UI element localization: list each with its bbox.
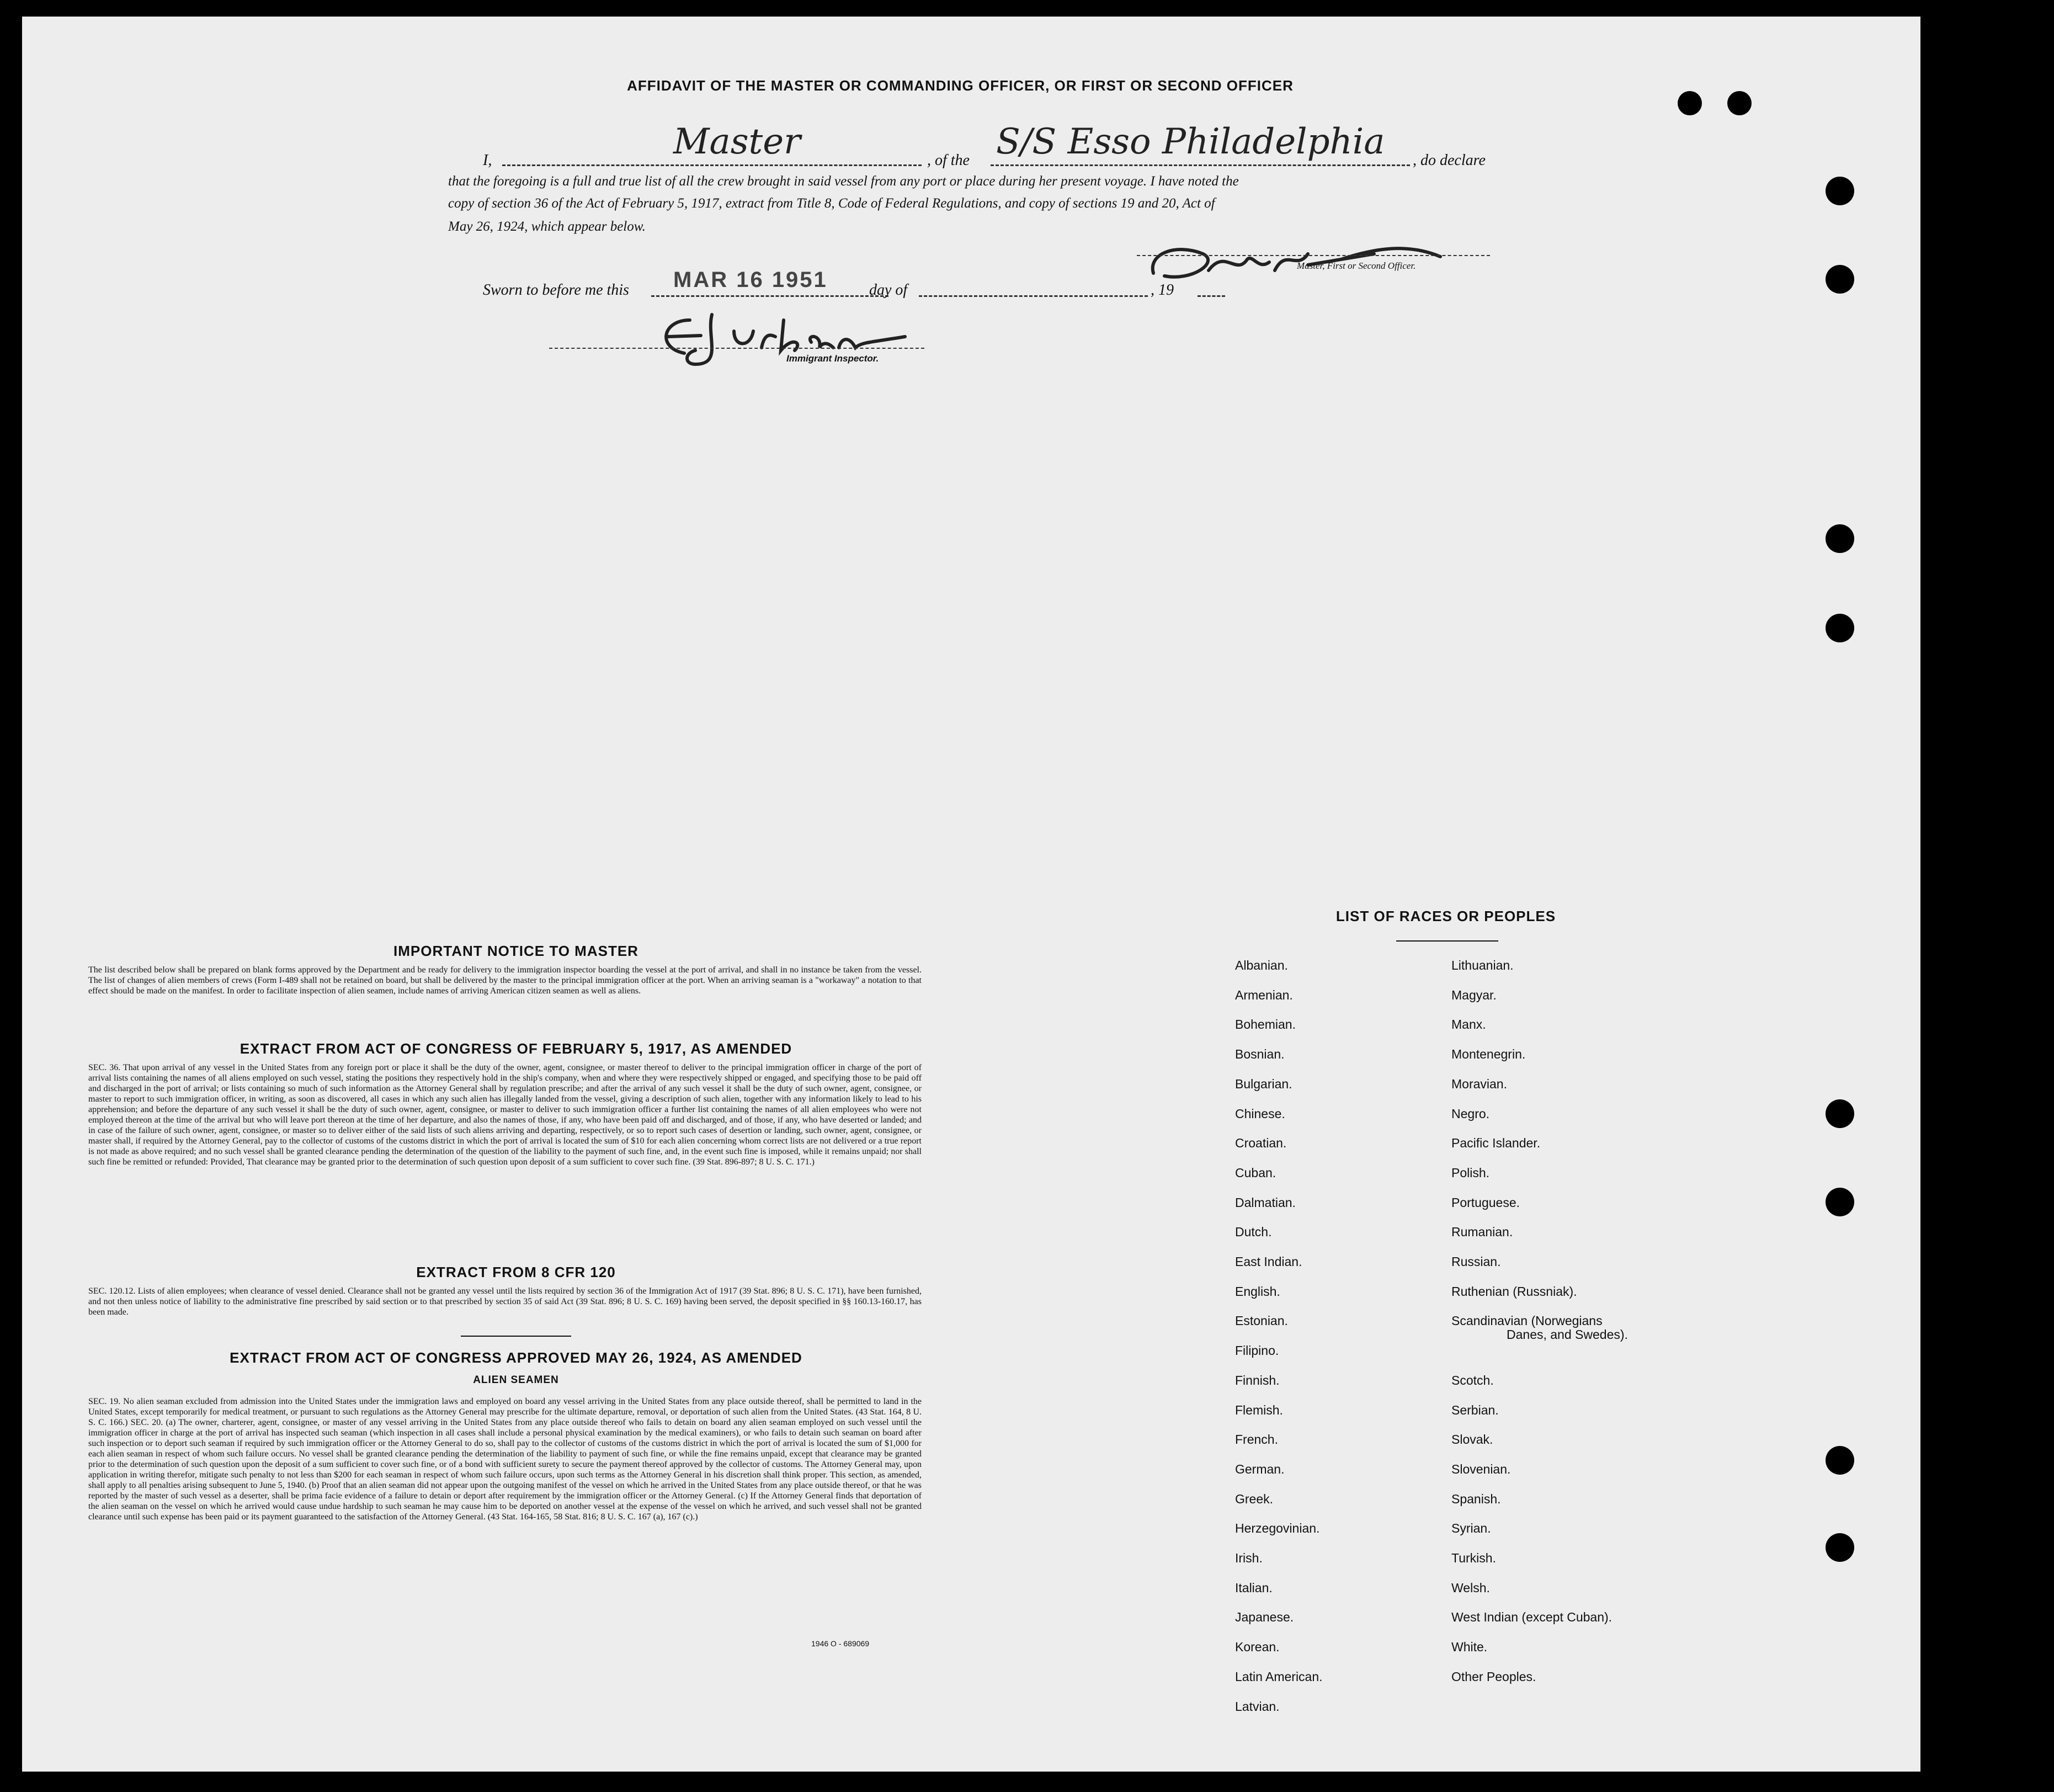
race-left-item: Flemish. — [1235, 1402, 1283, 1417]
affidavit-body-line-2: that the foregoing is a full and true list of all the crew brought in said vessel from any port or place during her present voyage. I have noted the — [448, 174, 1239, 189]
races-title-rule — [1396, 940, 1498, 942]
race-left-item: Chinese. — [1235, 1106, 1285, 1121]
extract-1917-text: SEC. 36. That upon arrival of any vessel in the United States from any foreign port or place it shall be the duty of the owner, agent, consignee, or master thereof to deliver to the principal immigration officer in charge of the port of arrival lists containing the names of all aliens employed on such vessel, stating the positions they respectively hold in the ship's company, when and where they were respectively shipped or engaged, and specifying those to be paid off and discharged in the port of arrival; or lists containing so much of such information as the Attorney General shall by regulation prescribe; and after the arrival of any such vessel it shall be the duty of such owner, agent, consignee, or master to report to such immigration officer, in writing, as soon as discovered, all cases in which any such alien has illegally landed from the vessel, giving a description of such alien, together with any information likely to lead to his apprehension; and before the departure of any such vessel it shall be the duty of such owner, agent, consignee, or master to deliver to such immigration officer a further list containing the names of all alien employees who were not employed thereon at the time of the arrival but who will leave port thereon at the time of her departure, and also the names of those, if any, who have been paid off and discharged, and of those, if any, who have deserted or landed; and in case of the failure of such owner, agent, consignee, or master so to deliver either of the said lists of such aliens arriving and departing, respectively, or so to report such cases of desertion or landing, such owner, agent, consignee, or master shall, if required by the Attorney General, pay to the collector of customs of the customs district in which the port of arrival is located the sum of $10 for each alien concerning whom correct lists are not delivered or a true report is not made as above required; and no such vessel shall be granted clearance pending the determination of the question of the liability to the payment of such fine, and, in the event such fine is imposed, while it remains unpaid; nor shall such fine be remitted or refunded: Provided, That clearance may be granted prior to the determination of such question upon deposit of a sum sufficient to cover such fine. (39 Stat. 896-897; 8 U. S. C. 171.) — [88, 1063, 922, 1167]
race-left-item: Bohemian. — [1235, 1017, 1296, 1032]
races-title: LIST OF RACES OR PEOPLES — [1335, 908, 1556, 924]
extract-1924-title: EXTRACT FROM ACT OF CONGRESS APPROVED MAY 26, 1924, AS AMENDED — [230, 1349, 802, 1366]
race-right-item: Polish. — [1451, 1165, 1490, 1180]
declarant-line — [502, 164, 922, 166]
race-left-item: Irish. — [1235, 1551, 1263, 1565]
vessel-line — [991, 164, 1410, 166]
race-left-item: Herzegovinian. — [1235, 1521, 1320, 1536]
section-divider — [461, 1336, 571, 1337]
race-right-item: Welsh. — [1451, 1580, 1490, 1595]
binder-hole-8 — [1826, 1188, 1854, 1216]
date-stamp: MAR 16 1951 — [673, 268, 828, 292]
affidavit-body-line-4: May 26, 1924, which appear below. — [448, 219, 646, 234]
race-left-item: Japanese. — [1235, 1610, 1294, 1625]
race-left-item: Albanian. — [1235, 958, 1288, 972]
binder-hole-4 — [1826, 265, 1854, 294]
race-right-item: Slovak. — [1451, 1432, 1493, 1447]
vessel-handwriting: S/S Esso Philadelphia — [996, 121, 1385, 162]
binder-hole-3 — [1826, 177, 1854, 205]
binder-hole-10 — [1826, 1533, 1854, 1562]
extract-1924-subtitle: ALIEN SEAMEN — [473, 1374, 559, 1386]
document-page — [22, 17, 1920, 1772]
declarant-handwriting: Master — [673, 121, 801, 162]
race-left-item: Latin American. — [1235, 1669, 1323, 1684]
race-right-item: Scandinavian (Norwegians — [1451, 1314, 1603, 1328]
race-left-item: Cuban. — [1235, 1165, 1276, 1180]
notice-title: IMPORTANT NOTICE TO MASTER — [393, 943, 638, 959]
declarant-prefix: I, — [483, 152, 492, 169]
affidavit-body-line-3: copy of section 36 of the Act of February 5, 1917, extract from Title 8, Code of Federal Regulations, and copy of sections 19 and 20, Act of — [448, 196, 1215, 211]
race-right-item: Turkish. — [1451, 1551, 1496, 1565]
binder-hole-2 — [1727, 91, 1752, 115]
race-left-item: Latvian. — [1235, 1699, 1280, 1714]
race-right-item: Rumanian. — [1451, 1225, 1513, 1240]
extract-1917-title: EXTRACT FROM ACT OF CONGRESS OF FEBRUARY 5, 1917, AS AMENDED — [240, 1040, 792, 1057]
print-code: 1946 O - 689069 — [811, 1639, 870, 1648]
race-right-item: Russian. — [1451, 1254, 1501, 1269]
do-declare-label: , do declare — [1413, 152, 1486, 169]
race-right-item: West Indian (except Cuban). — [1451, 1610, 1613, 1625]
race-left-item: Filipino. — [1235, 1343, 1279, 1358]
race-right-item: Syrian. — [1451, 1521, 1491, 1536]
inspector-signature-line — [549, 348, 924, 349]
race-left-item: English. — [1235, 1284, 1280, 1299]
race-right-item: Magyar. — [1451, 987, 1497, 1002]
extract-1924-text: SEC. 19. No alien seaman excluded from admission into the United States under the immigration laws and employed on board any vessel arriving in the United States from any place outside thereof, shall be permitted to land in the United States, except temporarily for medical treatment, or pursuant to such regulations as the Attorney General may prescribe for the ultimate departure, removal, or deportation of such alien from the United States. (43 Stat. 164, 8 U. S. C. 166.) SEC. 20. (a) The owner, charterer, agent, consignee, or master of any vessel arriving in the United States from any place outside thereof who fails to detain on board any alien seaman employed on such vessel until the immigration officer in charge at the port of arrival has inspected such seaman (which inspection in all cases shall include a personal physical examination by the medical examiners), or who fails to detain such seaman on board after such inspection or to deport such seaman if required by such immigration officer or the Attorney General to do so, shall pay to the collector of customs of the customs district in which the port of arrival is located the sum of $1,000 for each alien seaman in respect of whom such failure occurs. No vessel shall be granted clearance pending the determination of the liability to payment of such fine, or while the fine remains unpaid, except that clearance may be granted prior to the determination of such question upon the deposit of a sum sufficient to cover such fine, or of a bond with sufficient surety to secure the payment thereof approved by the collector of customs. The Attorney General may, upon application in writing therefor, mitigate such penalty to not less than $200 for each seaman in respect of whom such failure occurs, upon such terms as the Attorney General in his discretion shall think proper. This section, as amended, shall apply to all penalties arising subsequent to June 5, 1940. (b) Proof that an alien seaman did not appear upon the outgoing manifest of the vessel on which he arrived in the United States from any place outside thereof, or that he was reported by the master of such vessel as a deserter, shall be prima facie evidence of a failure to detain or deport after requirement by the immigration officer or the Attorney General. (c) If the Attorney General finds that deportation of the alien seaman on the vessel on which he arrived would cause undue hardship to such seaman he may cause him to be deported on another vessel at the expense of the vessel on which he arrived, and such vessel shall not be granted clearance until such expense has been paid or its payment guaranteed to the satisfaction of the Attorney General. (43 Stat. 164-165, 58 Stat. 816; 8 U. S. C. 167 (a), 167 (c).) — [88, 1397, 922, 1522]
race-right-item: Montenegrin. — [1451, 1047, 1526, 1062]
notice-text: The list described below shall be prepared on blank forms approved by the Department and be ready for delivery to the immigration inspector boarding the vessel at the port of arrival, and shall in no instance be taken from the vessel. The list of changes of alien members of crews (Form I-489 shall not be retained on board, but shall be delivered by the master to the principal immigration officer at the port. When an arriving seaman is a "workaway" a notation to that effect should be made on the manifest. In order to facilitate inspection of alien seamen, include names of arriving American citizen seamen as well as aliens. — [88, 965, 922, 996]
inspector-caption: Immigrant Inspector. — [786, 353, 879, 364]
race-right-item: White. — [1451, 1640, 1488, 1655]
binder-hole-6 — [1826, 614, 1854, 642]
race-left-item: Dutch. — [1235, 1225, 1272, 1240]
extract-cfr-title: EXTRACT FROM 8 CFR 120 — [416, 1264, 616, 1280]
race-left-item: Estonian. — [1235, 1314, 1288, 1328]
binder-hole-5 — [1826, 524, 1854, 553]
race-left-item: Korean. — [1235, 1640, 1280, 1655]
race-left-item: Croatian. — [1235, 1136, 1287, 1151]
race-right-item: Manx. — [1451, 1017, 1486, 1032]
race-left-item: Armenian. — [1235, 987, 1293, 1002]
race-left-item: Bosnian. — [1235, 1047, 1285, 1062]
race-right-item: Portuguese. — [1451, 1195, 1520, 1210]
race-right-item: Pacific Islander. — [1451, 1136, 1541, 1151]
race-left-item: French. — [1235, 1432, 1278, 1447]
race-right-item: Lithuanian. — [1451, 958, 1514, 972]
day-of-label: day of — [869, 281, 908, 299]
race-right-item: Scotch. — [1451, 1373, 1494, 1387]
race-left-item: Italian. — [1235, 1580, 1273, 1595]
binder-hole-7 — [1826, 1099, 1854, 1128]
race-right-item: Serbian. — [1451, 1402, 1499, 1417]
race-right-item: Slovenian. — [1451, 1461, 1511, 1476]
of-the-label: , of the — [927, 152, 970, 169]
race-left-item: Finnish. — [1235, 1373, 1280, 1387]
race-left-item: Dalmatian. — [1235, 1195, 1296, 1210]
race-right-item: Moravian. — [1451, 1076, 1507, 1091]
race-left-item: East Indian. — [1235, 1254, 1302, 1269]
year-label: , 19 — [1151, 281, 1174, 299]
race-right-item: Negro. — [1451, 1106, 1490, 1121]
scandinavian-continuation: Danes, and Swedes). — [1507, 1327, 1628, 1342]
race-right-item: Ruthenian (Russniak). — [1451, 1284, 1577, 1299]
master-signature-caption: Master, First or Second Officer. — [1297, 260, 1416, 271]
race-left-item: German. — [1235, 1461, 1285, 1476]
sworn-date-line — [651, 295, 888, 297]
race-left-item: Greek. — [1235, 1491, 1274, 1506]
race-right-item: Spanish. — [1451, 1491, 1501, 1506]
binder-hole-9 — [1826, 1446, 1854, 1475]
month-line — [919, 295, 1148, 297]
race-right-item: Other Peoples. — [1451, 1669, 1536, 1684]
affidavit-title: AFFIDAVIT OF THE MASTER OR COMMANDING OFFICER, OR FIRST OR SECOND OFFICER — [627, 77, 1294, 94]
race-left-item: Bulgarian. — [1235, 1076, 1292, 1091]
year-line — [1198, 295, 1225, 297]
master-signature-line — [1137, 255, 1490, 256]
extract-cfr-text: SEC. 120.12. Lists of alien employees; when clearance of vessel denied. Clearance shall not be granted any vessel until the lists required by section 36 of the Immigration Act of 1917 (39 Stat. 896; 8 U. S. C. 171), have been furnished, and not then unless notice of liability to the administrative fine prescribed by said section or to that prescribed by section 35 of said Act (39 Stat. 896; 8 U. S. C. 169) having been served, the deposit specified in §§ 160.13-160.17, has been made. — [88, 1286, 922, 1317]
sworn-label: Sworn to before me this — [483, 281, 629, 299]
binder-hole-1 — [1678, 91, 1702, 115]
